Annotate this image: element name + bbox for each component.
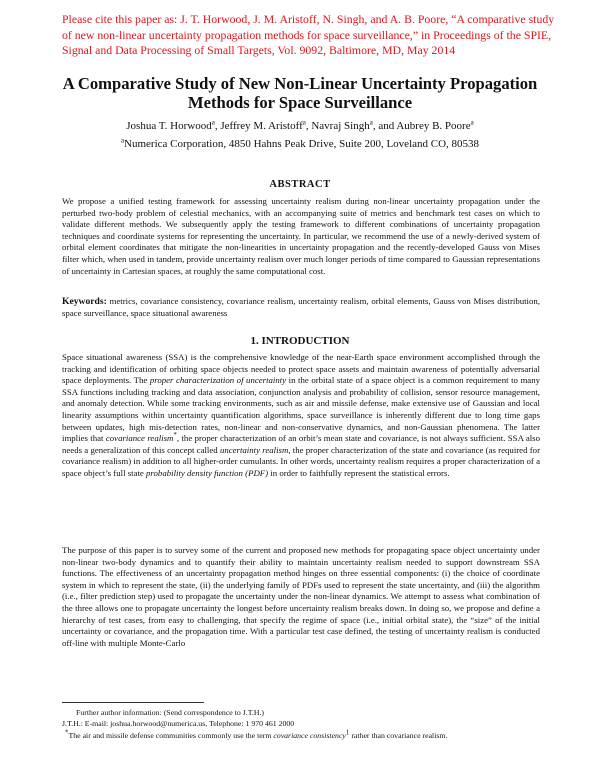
- footnote-mark: *: [173, 431, 177, 440]
- emphasis-run: probability density function (PDF): [146, 467, 269, 478]
- paper-title: A Comparative Study of New Non-Linear Uncertainty Propagation Methods for Space Surveillance: [62, 74, 538, 112]
- intro-paragraph-2: The purpose of this paper is to survey some of the current and proposed new methods for propagating space object uncertainty under non-linear two-body dynamics and to quantify their ability to maintain uncertainty realism needed to support downstream SSA functions. The effectiveness of an uncertainty propagation method hinges on three essential components: (i) the choice of coordinate system in which to represent the state, (ii) the underlying family of PDFs used to represent the state uncertainty, and (iii) the algorithm (i.e., filter prediction step) used to propagate the uncertainty under the non-linear dynamics. We attempt to assess what combination of the three allows one to propagate uncertainty the longest before uncertainty realism breaks down. In doing so, we propose and define a hierarchy of test cases, from easy to challenging, that specify the regime of space (i.e., initial orbital state), the “size” of the initial uncertainty or covariance, and the propagation time. With a particular test case defined, the testing of uncertainty realism is conducted off-line with multiple Monte-Carlo: [62, 545, 540, 648]
- keywords-label: Keywords:: [62, 296, 107, 307]
- text-run: Space situational awareness (SSA) is the comprehensive knowledge of the near-Earth space environment accomplished through the tracking and identification of orbiting space objects needed to protect space assets and maintain awareness of potentially adversarial space deployments. The: [62, 352, 540, 386]
- keywords: [62, 296, 540, 319]
- footnote-contact: J.T.H.: E-mail: joshua.horwood@numerica.us, Telephone: 1 970 461 2000: [62, 719, 295, 728]
- author-name: Jeffrey M. Aristoff: [220, 120, 303, 132]
- author-name: Navraj Singh: [311, 120, 370, 132]
- affiliation: [40, 137, 560, 151]
- footnote-mark: *: [65, 728, 69, 737]
- citation-note: Please cite this paper as: J. T. Horwood, J. M. Aristoff, N. Singh, and A. B. Poore, “A comparative study of new non-linear uncertainty propagation methods for space surveillance,” in Proceedings of the SPIE, Signal and Data Processing of Small Targets, Vol. 9092, Baltimore, MD, May 2014: [62, 12, 555, 57]
- section-heading: 1. INTRODUCTION: [250, 335, 350, 347]
- footnote-author-info: Further author information: (Send correspondence to J.T.H.): [76, 708, 265, 717]
- emphasis-run: proper characterization of uncertainty: [149, 375, 287, 386]
- intro-paragraph-1: [62, 352, 540, 480]
- abstract-body: We propose a unified testing framework for assessing uncertainty realism during non-linear uncertainty propagation under the perturbed two-body problem of celestial mechanics, with an accompanying suite of metrics and benchmark test cases on which to validate different methods. We subsequently apply the testing framework to different combinations of uncertainty propagation techniques and coordinate systems for representing the uncertainty. In particular, we recommend the use of a newly-derived system of orbital element coordinates that mitigate the non-linearities in uncertainty propagation and the recently-developed Gauss von Mises filter which, when used in tandem, provide uncertainty realism over much longer periods of time compared to Gaussian representations of uncertainty in Cartesian spaces, at roughly the same computational cost.: [62, 196, 540, 276]
- reference-mark: 1: [345, 728, 350, 737]
- author-name: Aubrey B. Poore: [396, 120, 471, 132]
- affiliation-text: Numerica Corporation, 4850 Hahns Peak Drive, Suite 200, Loveland CO, 80538: [124, 138, 480, 150]
- emphasis-run: covariance realism: [105, 433, 174, 444]
- text-run: in the orbital state of a space object is a common requirement to many SSA functions including tracking and data association, conjunction analysis and probability of collision, sensor resource management, and anomaly detection. While some tracking environments, such as air and missile defense, make extensive use of Gaussian and local linearity assumptions within uncertainty quantification algorithms, space surveillance is inherently different due to long time gaps between updates, high mis-detection rates, non-linear and non-conservative dynamics, and non-Gaussian phenomena. The latter implies that: [62, 375, 541, 444]
- author-separator: ,: [214, 120, 221, 132]
- author-name: Joshua T. Horwood: [126, 120, 212, 132]
- author-list: [40, 119, 560, 133]
- footnote-covariance: [62, 728, 540, 741]
- text-run: in order to faithfully represent the statistical errors.: [268, 467, 450, 478]
- text-run: , the proper characterization of the state and covariance (as required for covariance realism) in addition to all higher-order cumulants. In other words, uncertainty realism requires a proper characterization of a space object’s full state: [62, 444, 541, 478]
- affiliation-mark: a: [120, 136, 125, 145]
- affiliation-mark: a: [470, 118, 474, 127]
- affiliation-mark: a: [211, 118, 215, 127]
- text-run: The air and missile defense communities commonly use the term: [68, 731, 274, 740]
- author-separator: , and: [372, 120, 397, 132]
- abstract-heading: ABSTRACT: [269, 179, 331, 190]
- text-run: , the proper characterization of an orbit’s mean state and covariance, is not always sufficient. SSA also needs a generalization of this concept called: [62, 433, 540, 455]
- affiliation-mark: a: [302, 118, 306, 127]
- emphasis-run: covariance consistency: [273, 731, 346, 740]
- text-run: rather than covariance realism.: [349, 731, 448, 740]
- affiliation-mark: a: [369, 118, 373, 127]
- emphasis-run: uncertainty realism: [219, 444, 289, 455]
- keywords-text: metrics, covariance consistency, covariance realism, uncertainty realism, orbital elements, Gauss von Mises distribution, space surveillance, space situational awareness: [62, 296, 541, 318]
- footnote-divider: [62, 702, 204, 703]
- author-separator: ,: [305, 120, 312, 132]
